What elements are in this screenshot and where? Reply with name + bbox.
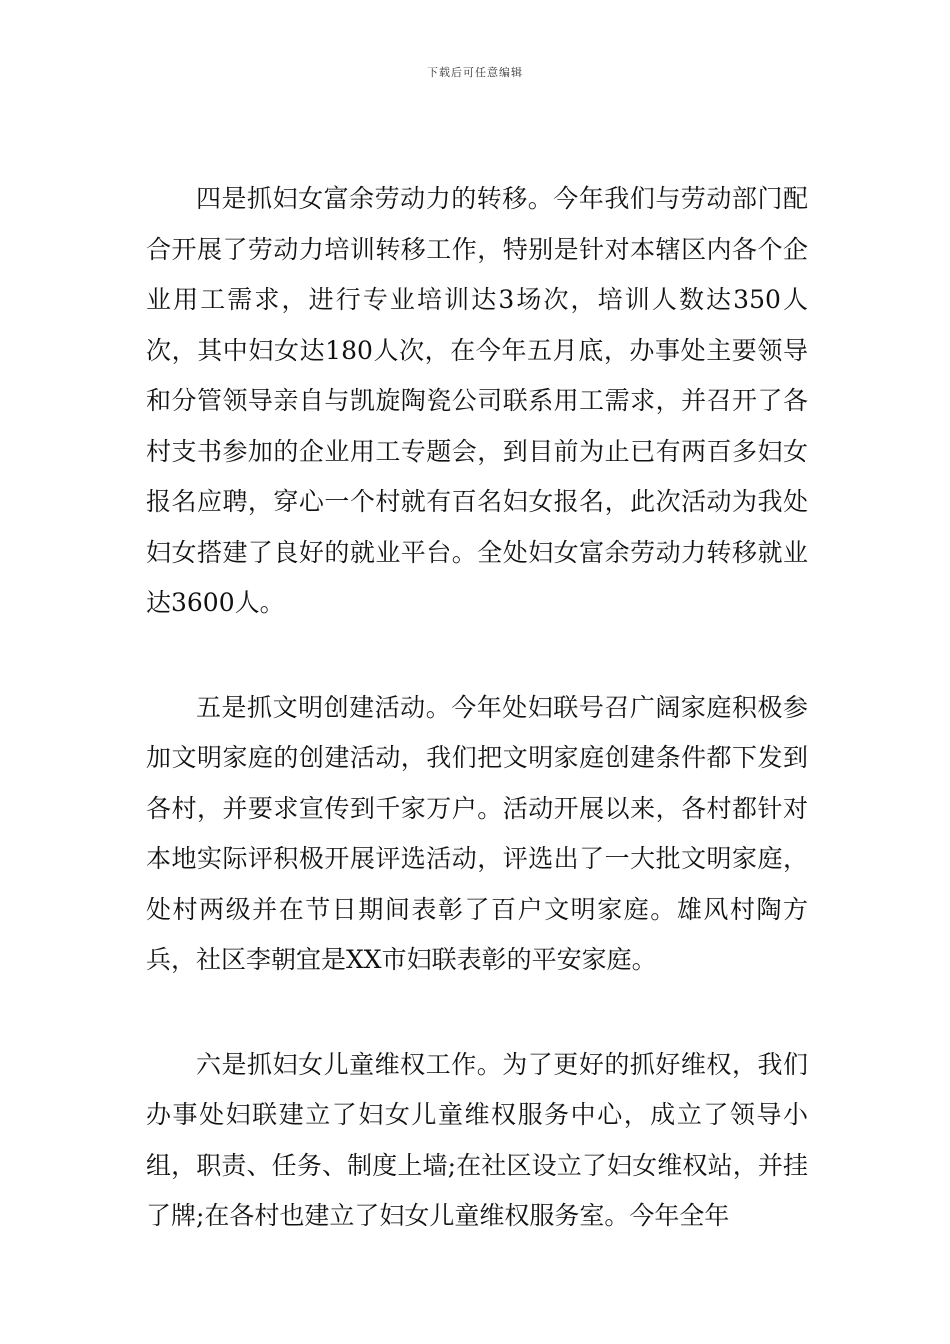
paragraph-rights-protection: 六是抓妇女儿童维权工作。为了更好的抓好维权，我们办事处妇联建立了妇女儿童维权服务中心，成立了领导小组，职责、任务、制度上墙;在社区设立了妇女维权站，并挂了牌;在各村也建立了妇女儿童维权服务室。今年全年: [146, 1049, 808, 1230]
paragraph-civilization-campaign: 五是抓文明创建活动。今年处妇联号召广阔家庭积极参加文明家庭的创建活动，我们把文明家庭创建条件都下发到各村，并要求宣传到千家万户。活动开展以来，各村都针对本地实际评积极开展评选活动，评选出了一大批文明家庭，处村两级并在节日期间表彰了百户文明家庭。雄风村陶方兵，社区李朝宜是XX市妇联表彰的平安家庭。: [146, 692, 808, 974]
document-body: [146, 174, 808, 1296]
page-header: 下载后可任意编辑: [427, 66, 523, 79]
paragraph-labor-transfer: 四是抓妇女富余劳动力的转移。今年我们与劳动部门配合开展了劳动力培训转移工作，特别是针对本辖区内各个企业用工需求，进行专业培训达3场次，培训人数达350人次，其中妇女达180人次，在今年五月底，办事处主要领导和分管领导亲自与凯旋陶瓷公司联系用工需求，并召开了各村支书参加的企业用工专题会，到目前为止已有两百多妇女报名应聘，穿心一个村就有百名妇女报名，此次活动为我处妇女搭建了良好的就业平台。全处妇女富余劳动力转移就业达3600人。: [146, 184, 808, 617]
